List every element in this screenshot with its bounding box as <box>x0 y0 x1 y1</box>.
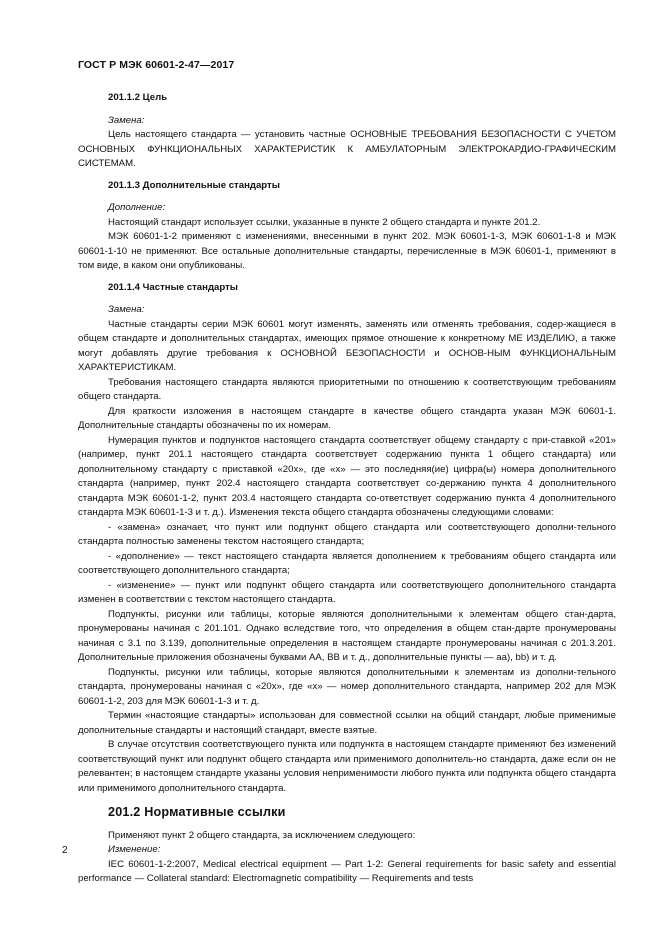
paragraph: Применяют пункт 2 общего стандарта, за исключением следующего: <box>108 829 416 841</box>
paragraph: Подпункты, рисунки или таблицы, которые являются дополнительными к элементам общего стан-дарта, пронумерованы начиная с 201.101. Однако вследствие того, что определения в общем стан-дарте пронумерованы начиная с 3.1 по 3.139, дополнительные определения в настоящем стандарте пронумерованы начиная с 201.3.201. Дополнительные приложения обозначены буквами АА, ВВ и т. д., дополнительные пункты — аа), bb) и т. д. <box>78 608 616 663</box>
section-intro: Изменение: <box>108 844 161 855</box>
paragraph: Требования настоящего стандарта являются приоритетными по отношению к соответствующим требованиям общего стандарта. <box>78 376 616 402</box>
paragraph: Термин «настоящие стандарты» использован для совместной ссылки на общий стандарт, любые применимые дополнительные стандарты и настоящий стандарт, вместе взятые. <box>78 710 616 736</box>
page-number: 2 <box>62 845 68 856</box>
paragraph: Нумерация пунктов и подпунктов настоящего стандарта соответствует общему стандарту с при-ставкой «201» (например, пункт 201.1 настоящего стандарта соответствует содержанию пункта 1 общего стандарта) или дополнительному стандарту с приставкой «20x», где «x» — это последняя(ие) цифра(ы) номера дополнительного стандарта (например, пункт 202.4 настоящего стандарта соответствует со-держанию пункта 4 дополнительного стандарта МЭК 60601-1-2, пункт 203.4 настоящего стандарта со-ответствует содержанию пункта 4 дополнительного стандарта МЭК 60601-1-3 и т. д.). Изменения текста общего стандарта обозначены следующими словами: <box>78 434 616 518</box>
section-heading-201-2: 201.2 Нормативные ссылки <box>108 805 286 819</box>
section-heading: 201.1.3 Дополнительные стандарты <box>108 179 280 191</box>
list-item: - «замена» означает, что пункт или подпункт общего стандарта или соответствующего дополни-тельного стандарта полностью заменены текстом настоящего стандарта; <box>78 521 616 547</box>
document-body <box>78 91 616 887</box>
section-intro: Замена: <box>108 114 145 126</box>
section-201-1-2 <box>78 91 616 172</box>
list-item: - «изменение» — пункт или подпункт общего стандарта или соответствующего дополнительного стандарта изменен в соответствии с текстом настоящего стандарта. <box>78 579 616 605</box>
section-201-1-4 <box>78 281 616 797</box>
paragraph: В случае отсутствия соответствующего пункта или подпункта в настоящем стандарте применяют без изменений соответствующий пункт или подпункт общего стандарта или применимого дополнитель-но стандарта, даже если он не релевантен; в настоящем стандарте указаны условия неприменимости любого пункта или подпункта общего стандарта или применимого дополнительного стандарта. <box>78 739 616 794</box>
paragraph: МЭК 60601-1-2 применяют с изменениями, внесенными в пункт 202. МЭК 60601-1-3, МЭК 60601-1-8 и МЭК 60601-1-10 не применяют. Все остальные дополнительные стандарты, перечисленные в МЭК 60601-1, применяют в том виде, в каком они опубликованы. <box>78 231 616 271</box>
paragraph: IEC 60601-1-2:2007, Medical electrical equipment — Part 1-2: General requirements for basic safety and essential performance — Collateral standard: Electromagnetic compatibility — Requirements and tests <box>78 858 616 884</box>
paragraph: Частные стандарты серии МЭК 60601 могут изменять, заменять или отменять требования, содер-жащиеся в общем стандарте и дополнительных стандартах, имеющих прямое отношение к конкретному МЕ ИЗДЕЛИЮ, а также могут добавлять другие требования к ОСНОВНОЙ БЕЗОПАСНОСТИ и ОСНОВ-НЫМ ФУНКЦИОНАЛЬНЫМ ХАРАКТЕРИСТИКАМ. <box>78 318 616 373</box>
paragraph: Подпункты, рисунки или таблицы, которые являются дополнительными к элементам из дополни-тельного стандарта, пронумерованы начиная с «20x», где «x» — номер дополнительного стандарта, например 202 для МЭК 60601-1-2, 203 для МЭК 60601-1-3 и т. д. <box>78 666 616 707</box>
section-heading: 201.1.2 Цель <box>108 92 168 103</box>
document-header: ГОСТ Р МЭК 60601-2-47—2017 <box>78 59 235 71</box>
section-intro: Замена: <box>108 304 145 315</box>
list-item: - «дополнение» — текст настоящего стандарта является дополнением к требованиям общего стандарта или соответствующего дополнительного стандарта; <box>78 550 616 576</box>
section-intro: Дополнение: <box>108 202 166 213</box>
paragraph: Настоящий стандарт использует ссылки, указанные в пункте 2 общего стандарта и пункте 201.2. <box>108 216 541 228</box>
section-201-1-3 <box>78 179 616 274</box>
section-heading: 201.1.4 Частные стандарты <box>108 281 238 293</box>
paragraph: Цель настоящего стандарта — установить частные ОСНОВНЫЕ ТРЕБОВАНИЯ БЕЗОПАСНОСТИ С УЧЕТОМ ОСНОВНЫХ ФУНКЦИОНАЛЬНЫХ ХАРАКТЕРИСТИК К АМБУЛАТОРНЫМ ЭЛЕКТРОКАРДИО-ГРАФИЧЕСКИМ СИСТЕМАМ. <box>78 129 616 169</box>
paragraph: Для краткости изложения в настоящем стандарте в качестве общего стандарта указан МЭК 60601-1. Дополнительные стандарты обозначены по их номерам. <box>78 405 616 431</box>
